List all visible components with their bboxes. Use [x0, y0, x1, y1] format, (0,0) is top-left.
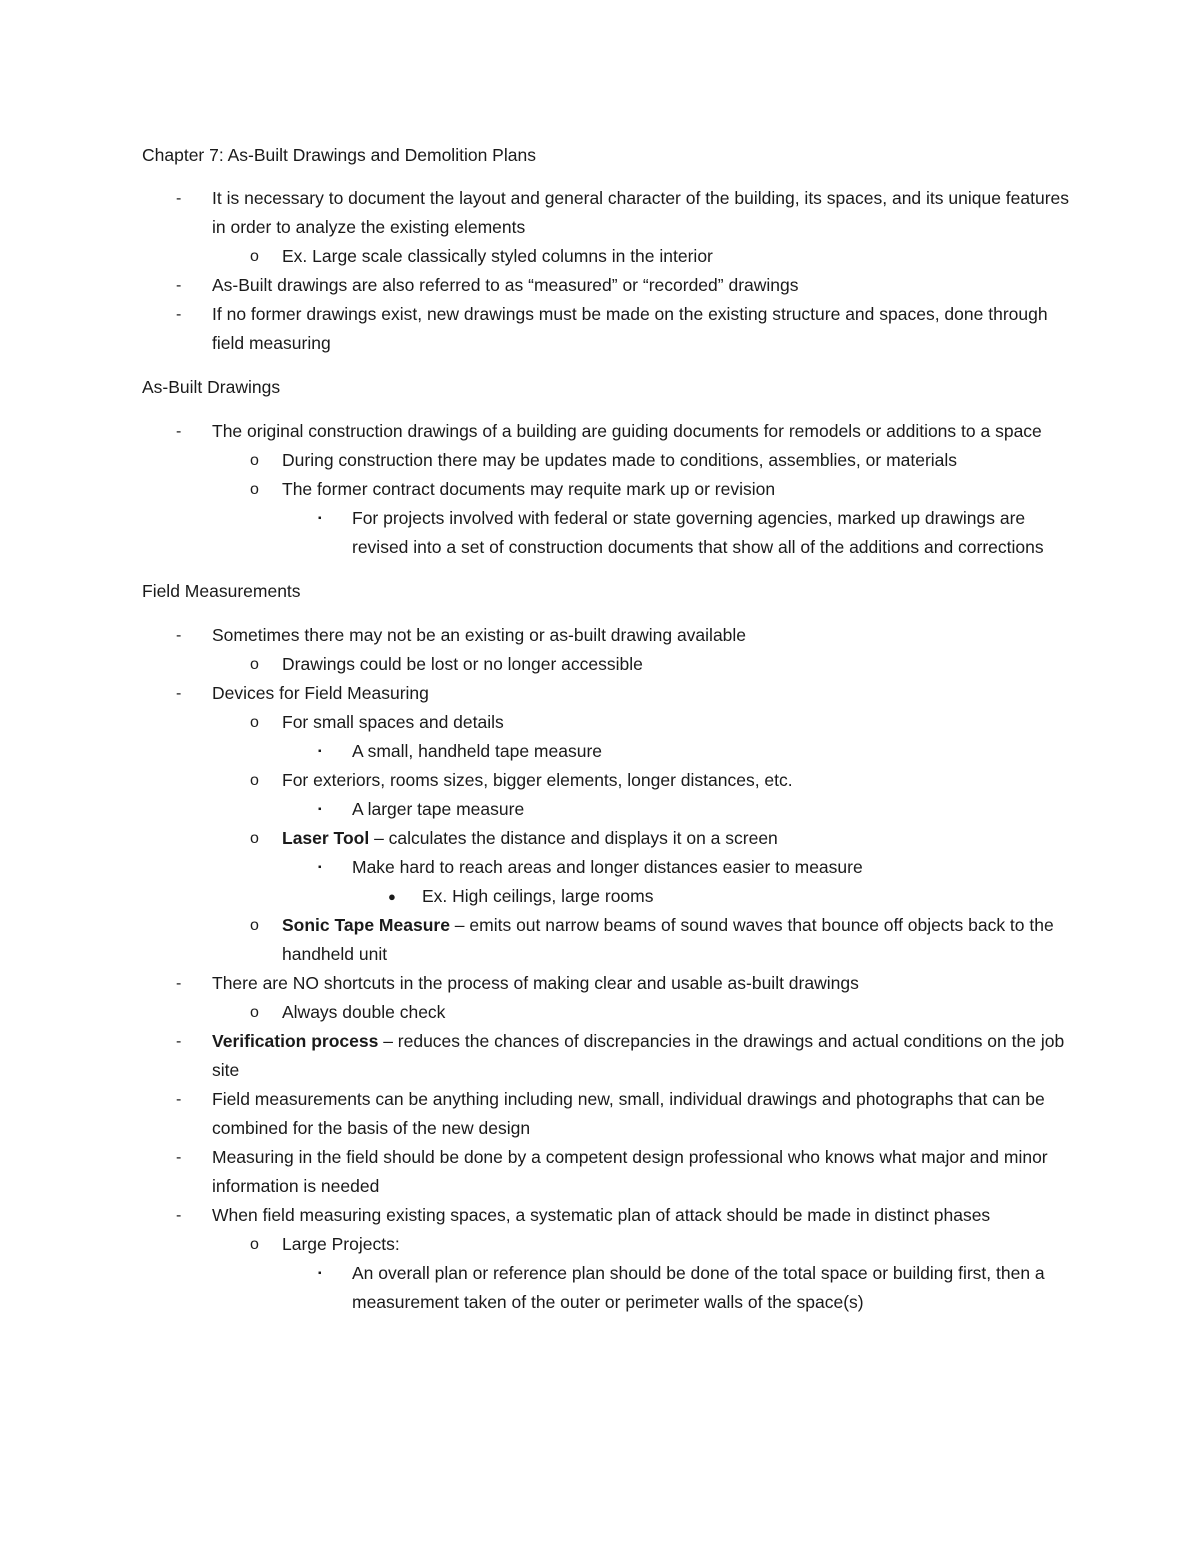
list-item: ▪ For projects involved with federal or state governing agencies, marked up drawings are revised into a set of construction documents that show all of the additions and corrections	[282, 504, 1072, 562]
list-item: ● Ex. High ceilings, large rooms	[352, 882, 1072, 911]
as-built-list	[142, 417, 1072, 562]
list-item: - As-Built drawings are also referred to as “measured” or “recorded” drawings	[142, 271, 1072, 300]
list-item: o The former contract documents may requite mark up or revision ▪ For projects involved with federal or state governing agencies, marked up drawings are revised into a set of construction documents that show all of the additions and corrections	[212, 475, 1072, 562]
list-item: ▪ Make hard to reach areas and longer distances easier to measure ● Ex. High ceilings, large rooms	[282, 853, 1072, 911]
list-item: ▪ An overall plan or reference plan should be done of the total space or building first, then a measurement taken of the outer or perimeter walls of the space(s)	[282, 1259, 1072, 1317]
dash-marker: -	[176, 1091, 182, 1108]
dot-bullet-icon: ●	[388, 889, 396, 904]
list-item: o Laser Tool – calculates the distance and displays it on a screen ▪ Make hard to reach areas and longer distances easier to measure ● Ex. High ceilings, large rooms	[212, 824, 1072, 911]
dash-marker: -	[176, 1207, 182, 1224]
list-item: - Verification process – reduces the chances of discrepancies in the drawings and actual conditions on the job site	[142, 1027, 1072, 1085]
list-item: - When field measuring existing spaces, a systematic plan of attack should be made in distinct phases o Large Projects: ▪ An overall plan or reference plan should be done of the total space or building first, then a measurement taken of the outer or perimeter walls of the space(s)	[142, 1201, 1072, 1317]
circle-marker: o	[250, 1004, 259, 1021]
dash-marker: -	[176, 1149, 182, 1166]
list-item: ▪ A small, handheld tape measure	[282, 737, 1072, 766]
term-verification-process: Verification process	[212, 1031, 379, 1051]
circle-marker: o	[250, 481, 259, 498]
section-heading-field-measurements: Field Measurements	[142, 581, 301, 601]
list-item: o Large Projects: ▪ An overall plan or reference plan should be done of the total space or building first, then a measurement taken of the outer or perimeter walls of the space(s)	[212, 1230, 1072, 1317]
dash-marker: -	[176, 627, 182, 644]
list-item: o For small spaces and details ▪ A small, handheld tape measure	[212, 708, 1072, 766]
field-measurements-list	[142, 621, 1072, 1317]
list-item: - It is necessary to document the layout and general character of the building, its spaces, and its unique features in order to analyze the existing elements o Ex. Large scale classically styled columns in the interior	[142, 184, 1072, 271]
dash-marker: -	[176, 1033, 182, 1050]
circle-marker: o	[250, 714, 259, 731]
chapter-title: Chapter 7: As-Built Drawings and Demolition Plans	[142, 145, 536, 165]
term-laser-tool: Laser Tool	[282, 828, 370, 848]
dash-marker: -	[176, 190, 182, 207]
square-bullet-icon: ▪	[318, 746, 322, 757]
list-item: o Always double check	[212, 998, 1072, 1027]
dash-marker: -	[176, 277, 182, 294]
list-item: - Field measurements can be anything including new, small, individual drawings and photographs that can be combined for the basis of the new design	[142, 1085, 1072, 1143]
list-item: ▪ A larger tape measure	[282, 795, 1072, 824]
list-item: - Measuring in the field should be done by a competent design professional who knows what major and minor information is needed	[142, 1143, 1072, 1201]
square-bullet-icon: ▪	[318, 513, 322, 524]
circle-marker: o	[250, 1236, 259, 1253]
dash-marker: -	[176, 685, 182, 702]
square-bullet-icon: ▪	[318, 804, 322, 815]
list-item: - There are NO shortcuts in the process of making clear and usable as-built drawings o Always double check	[142, 969, 1072, 1027]
square-bullet-icon: ▪	[318, 1268, 322, 1279]
list-item: o Sonic Tape Measure – emits out narrow beams of sound waves that bounce off objects back to the handheld unit	[212, 911, 1072, 969]
list-item: - The original construction drawings of a building are guiding documents for remodels or additions to a space o During construction there may be updates made to conditions, assemblies, or materials o The former contract documents may requite mark up or revision ▪ For projects involved with federal or state governing agencies, marked up drawings are revised into a set of construction documents that show all of the additions and corrections	[142, 417, 1072, 562]
circle-marker: o	[250, 917, 259, 934]
dash-marker: -	[176, 306, 182, 323]
list-item: o For exteriors, rooms sizes, bigger elements, longer distances, etc. ▪ A larger tape measure	[212, 766, 1072, 824]
circle-marker: o	[250, 656, 259, 673]
list-item: o Ex. Large scale classically styled columns in the interior	[212, 242, 1072, 271]
circle-marker: o	[250, 248, 259, 265]
list-item: - Devices for Field Measuring o For small spaces and details ▪ A small, handheld tape measure o For exteriors, rooms sizes, bigger elements, longer distances, etc. ▪ A larger tape measure o Laser Tool – calculates the distance and displays it on a screen ▪ Make hard to reach areas and longer distances easier to measure ● Ex. High ceilings, large rooms o Sonic Tape Measure – emits out narrow beams of sound waves that bounce off objects back to the handheld unit	[142, 679, 1072, 969]
document-body	[142, 141, 1072, 1317]
intro-list	[142, 184, 1072, 358]
circle-marker: o	[250, 830, 259, 847]
term-sonic-tape-measure: Sonic Tape Measure	[282, 915, 450, 935]
circle-marker: o	[250, 772, 259, 789]
dash-marker: -	[176, 423, 182, 440]
list-item: o During construction there may be updates made to conditions, assemblies, or materials	[212, 446, 1072, 475]
list-item: o Drawings could be lost or no longer accessible	[212, 650, 1072, 679]
section-heading-as-built: As-Built Drawings	[142, 377, 281, 397]
list-item: - Sometimes there may not be an existing or as-built drawing available o Drawings could be lost or no longer accessible	[142, 621, 1072, 679]
dash-marker: -	[176, 975, 182, 992]
circle-marker: o	[250, 452, 259, 469]
list-item: - If no former drawings exist, new drawings must be made on the existing structure and spaces, done through field measuring	[142, 300, 1072, 358]
square-bullet-icon: ▪	[318, 862, 322, 873]
